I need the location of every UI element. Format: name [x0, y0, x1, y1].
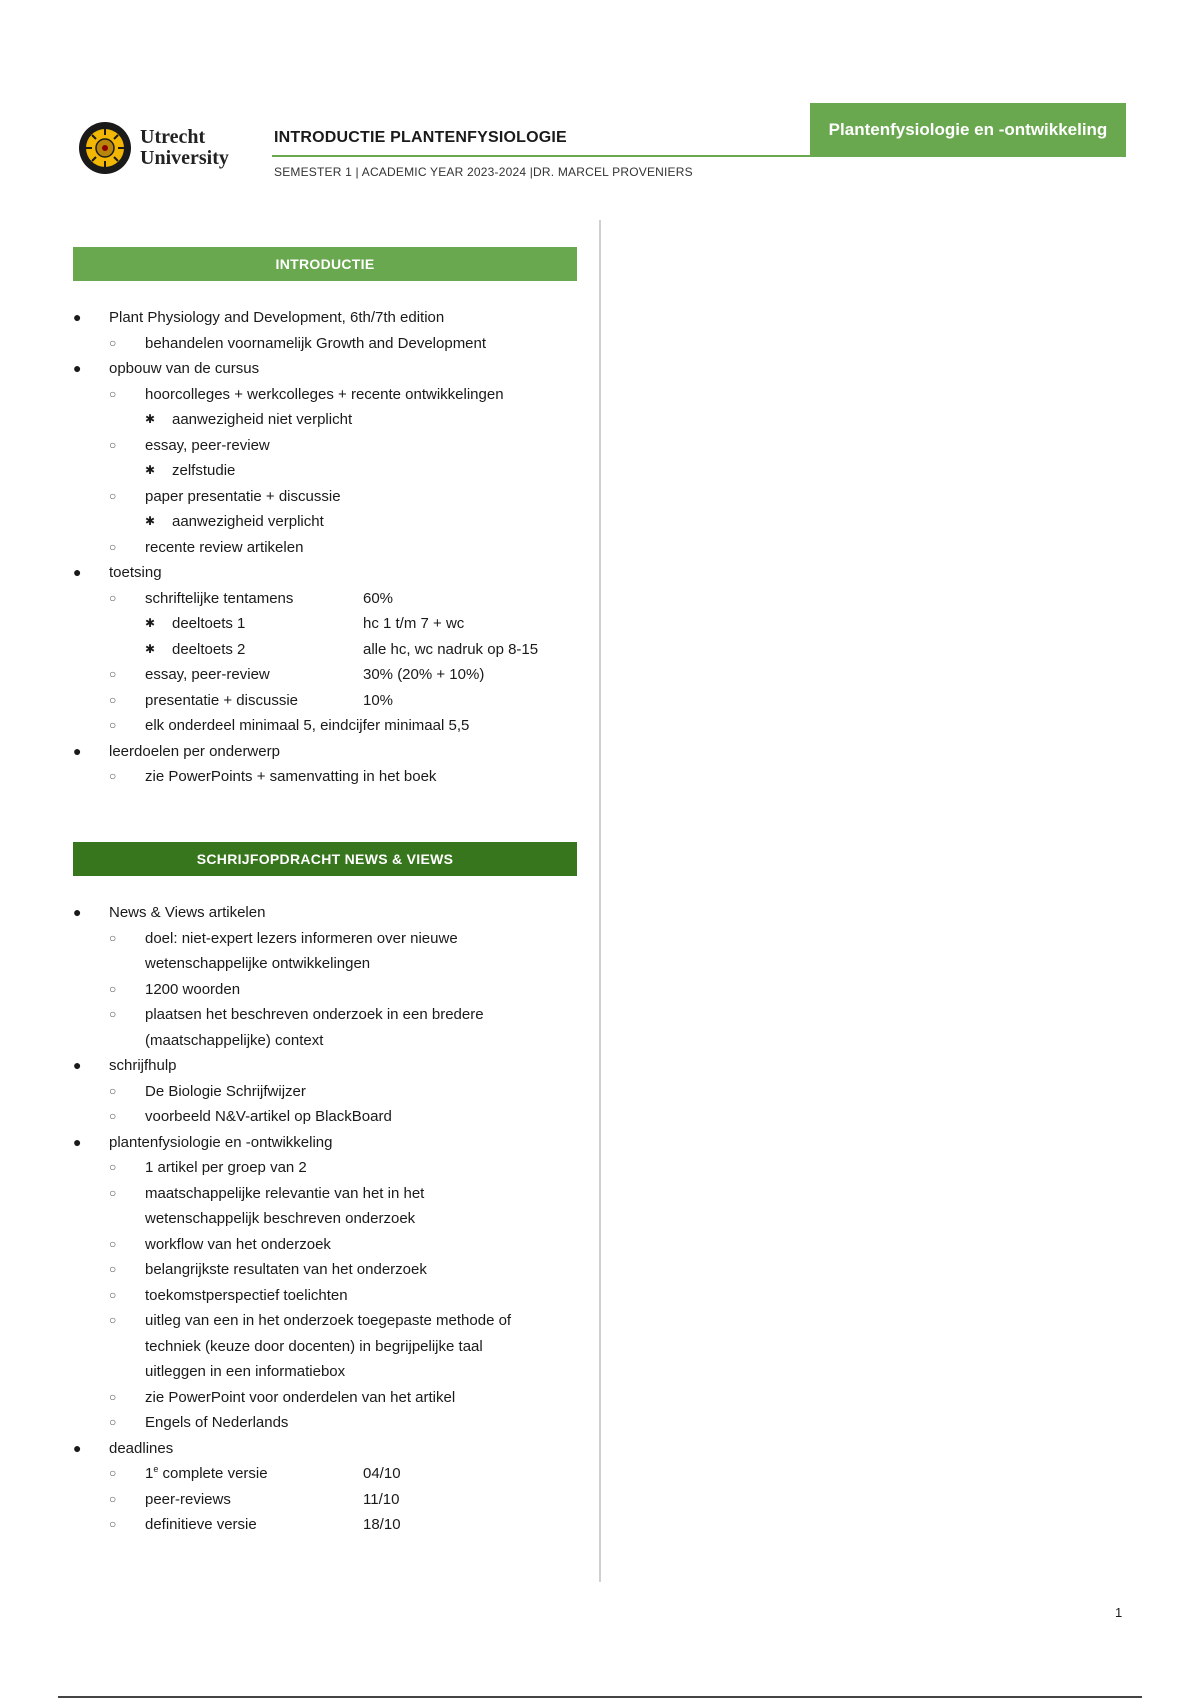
weight-value: 60%: [363, 589, 394, 607]
list-item: ○ doel: niet-expert lezers informeren over nieuwe: [73, 926, 593, 952]
circle-bullet-icon: ○: [109, 692, 117, 707]
page-number: 1: [1115, 1605, 1123, 1620]
bullet-icon: ●: [73, 1133, 82, 1150]
list-item: ✱ aanwezigheid niet verplicht: [73, 407, 593, 433]
bullet-icon: ●: [73, 904, 82, 920]
star-bullet-icon: ✱: [145, 412, 156, 426]
column-divider: [599, 220, 601, 1582]
list-item: ○ 1200 woorden: [73, 977, 593, 1003]
bullet-icon: ●: [73, 564, 82, 580]
list-item: ✱ deeltoets 2 alle hc, wc nadruk op 8-15: [73, 637, 593, 663]
logo-wordmark: [140, 127, 229, 169]
star-bullet-icon: ✱: [145, 463, 156, 477]
content-value: hc 1 t/m 7 + wc: [363, 615, 465, 632]
list-item: ○ De Biologie Schrijfwijzer: [73, 1079, 593, 1105]
page-bottom-rule: [58, 1696, 1142, 1698]
circle-bullet-icon: ○: [109, 437, 117, 452]
list-item: ○ essay, peer-review: [73, 433, 593, 459]
list-item: ○ 1 artikel per groep van 2: [73, 1155, 593, 1181]
circle-bullet-icon: ○: [109, 539, 117, 554]
circle-bullet-icon: ○: [109, 667, 117, 681]
circle-bullet-icon: ○: [109, 769, 117, 783]
circle-bullet-icon: ○: [109, 930, 117, 945]
weight-value: 30% (20% + 10%): [363, 666, 485, 683]
deadline-date: 18/10: [363, 1516, 401, 1533]
list-item: ● opbouw van de cursus: [73, 356, 593, 382]
course-name-box: Plantenfysiologie en -ontwikkeling: [810, 103, 1126, 157]
circle-bullet-icon: ○: [109, 1262, 117, 1276]
logo-line-1: Utrecht: [140, 126, 206, 148]
list-item: ● schrijfhulp: [73, 1053, 593, 1079]
list-item: ○ 1e complete versie 04/10: [73, 1461, 593, 1487]
list-item: ○ definitieve versie 18/10: [73, 1512, 593, 1538]
list-item: ● leerdoelen per onderwerp: [73, 739, 593, 765]
utrecht-university-logo: [78, 118, 229, 178]
circle-bullet-icon: ○: [109, 1389, 117, 1404]
list-item: ○ paper presentatie + discussie: [73, 484, 593, 510]
list-item: ○ workflow van het onderzoek: [73, 1232, 593, 1258]
list-item: ○ elk onderdeel minimaal 5, eindcijfer minimaal 5,5: [73, 713, 593, 739]
circle-bullet-icon: ○: [109, 1007, 117, 1021]
content-value: alle hc, wc nadruk op 8-15: [363, 640, 539, 658]
list-item: ○ uitleg van een in het onderzoek toegepaste methode of: [73, 1308, 593, 1334]
list-item: ○ belangrijkste resultaten van het onderzoek: [73, 1257, 593, 1283]
circle-bullet-icon: ○: [109, 1491, 117, 1506]
introductie-list: [73, 305, 593, 790]
list-item: ○ behandelen voornamelijk Growth and Development: [73, 331, 593, 357]
star-bullet-icon: ✱: [145, 616, 156, 630]
list-item-continuation: uitleggen in een informatiebox: [145, 1363, 346, 1380]
list-item: ○ plaatsen het beschreven onderzoek in een bredere: [73, 1002, 593, 1028]
ordinal-superscript: e: [153, 1464, 159, 1474]
bullet-icon: ●: [73, 360, 82, 376]
list-item-continuation: wetenschappelijke ontwikkelingen: [145, 955, 371, 972]
bullet-icon: ●: [73, 742, 82, 759]
weight-value: 10%: [363, 691, 394, 709]
list-item: ○ toekomstperspectief toelichten: [73, 1283, 593, 1309]
circle-bullet-icon: ○: [109, 1160, 117, 1174]
list-item: ○ presentatie + discussie 10%: [73, 688, 593, 714]
circle-bullet-icon: ○: [109, 590, 117, 605]
bullet-icon: ●: [73, 1057, 82, 1073]
list-item: ● toetsing: [73, 560, 593, 586]
list-item: ○ zie PowerPoint voor onderdelen van het artikel: [73, 1385, 593, 1411]
title-underline: [272, 155, 810, 157]
list-item: ○ voorbeeld N&V-artikel op BlackBoard: [73, 1104, 593, 1130]
document-subtitle: SEMESTER 1 | ACADEMIC YEAR 2023-2024 |DR. MARCEL PROVENIERS: [274, 165, 693, 179]
list-item: ○ peer-reviews 11/10: [73, 1487, 593, 1513]
circle-bullet-icon: ○: [109, 1109, 117, 1123]
list-item: ✱ zelfstudie: [73, 458, 593, 484]
list-item: ○ recente review artikelen: [73, 535, 593, 561]
list-item: ● News & Views artikelen: [73, 900, 593, 926]
circle-bullet-icon: ○: [109, 488, 117, 503]
section-heading-schrijfopdracht: SCHRIJFOPDRACHT NEWS & VIEWS: [73, 842, 577, 876]
circle-bullet-icon: ○: [109, 1466, 117, 1480]
circle-bullet-icon: ○: [109, 1415, 117, 1429]
list-item: ○ zie PowerPoints + samenvatting in het boek: [73, 764, 593, 790]
circle-bullet-icon: ○: [109, 718, 117, 732]
bullet-icon: ●: [73, 309, 82, 325]
sun-seal-icon: [78, 121, 132, 175]
list-item: ● Plant Physiology and Development, 6th/7th edition: [73, 305, 593, 331]
schrijfopdracht-list: [73, 900, 593, 1538]
circle-bullet-icon: ○: [109, 1185, 117, 1200]
list-item: ● plantenfysiologie en -ontwikkeling: [73, 1130, 593, 1156]
deadline-date: 11/10: [363, 1490, 400, 1508]
list-item: ○ schriftelijke tentamens 60%: [73, 586, 593, 612]
list-item: ○ Engels of Nederlands: [73, 1410, 593, 1436]
list-item: ✱ deeltoets 1 hc 1 t/m 7 + wc: [73, 611, 593, 637]
circle-bullet-icon: ○: [109, 335, 117, 350]
deadline-date: 04/10: [363, 1465, 401, 1482]
list-item: ✱ aanwezigheid verplicht: [73, 509, 593, 535]
section-heading-introductie: INTRODUCTIE: [73, 247, 577, 281]
star-bullet-icon: ✱: [145, 514, 156, 528]
logo-line-2: University: [140, 147, 229, 169]
list-item-continuation: wetenschappelijk beschreven onderzoek: [145, 1210, 416, 1227]
bullet-icon: ●: [73, 1439, 82, 1456]
circle-bullet-icon: ○: [109, 1517, 117, 1531]
list-item-continuation: techniek (keuze door docenten) in begrijpelijke taal: [145, 1337, 483, 1355]
list-item-continuation: (maatschappelijke) context: [145, 1031, 324, 1049]
document-title: INTRODUCTIE PLANTENFYSIOLOGIE: [274, 129, 567, 146]
circle-bullet-icon: ○: [109, 1236, 117, 1251]
list-item: ○ maatschappelijke relevantie van het in het: [73, 1181, 593, 1207]
circle-bullet-icon: ○: [109, 1313, 117, 1327]
circle-bullet-icon: ○: [109, 386, 117, 401]
circle-bullet-icon: ○: [109, 1083, 117, 1098]
circle-bullet-icon: ○: [109, 1287, 117, 1302]
list-item: ○ essay, peer-review 30% (20% + 10%): [73, 662, 593, 688]
list-item: ○ hoorcolleges + werkcolleges + recente ontwikkelingen: [73, 382, 593, 408]
list-item: ● deadlines: [73, 1436, 593, 1462]
star-bullet-icon: ✱: [145, 641, 156, 656]
circle-bullet-icon: ○: [109, 981, 117, 996]
